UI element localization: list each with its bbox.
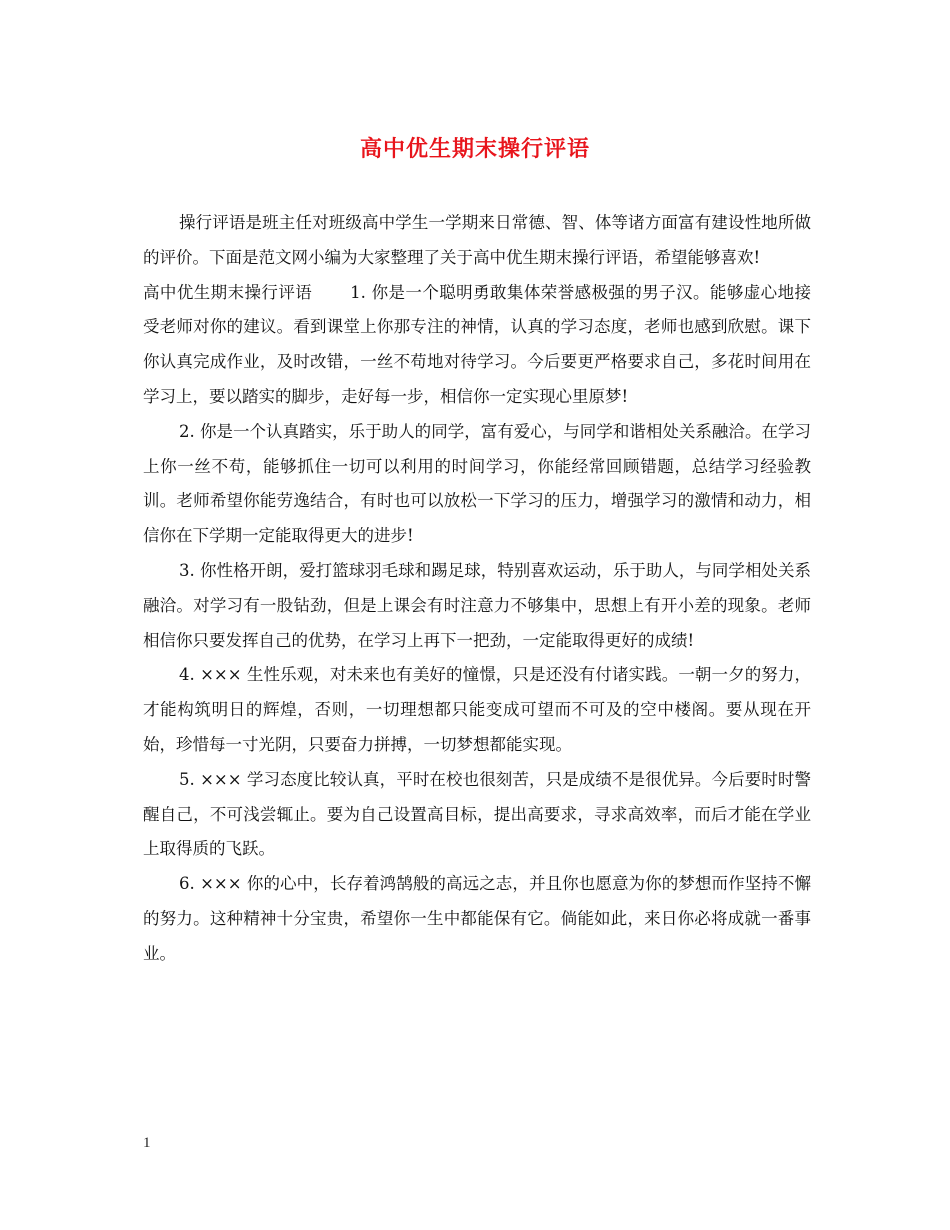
comment-item-1: 1. 你是一个聪明勇敢集体荣誉感极强的男子汉。能够虚心地接受老师对你的建议。看到课堂上你那专注的神情，认真的学习态度，老师也感到欣慰。课下你认真完成作业，及时改错，一丝不苟地对待学习。今后要更严格要求自己，多花时间用在学习上，要以踏实的脚步，走好每一步，相信你一定实现心里原梦!	[143, 282, 811, 406]
comment-item-2: 2. 你是一个认真踏实，乐于助人的同学，富有爱心，与同学和谐相处关系融洽。在学习上你一丝不苟，能够抓住一切可以利用的时间学习，你能经常回顾错题，总结学习经验教训。老师希望你能劳逸结合，有时也可以放松一下学习的压力，增强学习的激情和动力，相信你在下学期一定能取得更大的进步!	[143, 421, 811, 546]
comment-item-5: 5. ××× 学习态度比较认真，平时在校也很刻苦，只是成绩不是很优异。今后要时时警醒自己，不可浅尝辄止。要为自己设置高目标，提出高要求，寻求高效率，而后才能在学业上取得质的飞跃。	[143, 769, 811, 859]
comment-item-3: 3. 你性格开朗，爱打篮球羽毛球和踢足球，特别喜欢运动，乐于助人，与同学相处关系融洽。对学习有一股钻劲，但是上课会有时注意力不够集中，思想上有开小差的现象。老师相信你只要发挥自己的优势，在学习上再下一把劲，一定能取得更好的成绩!	[143, 560, 811, 650]
intro-paragraph: 操行评语是班主任对班级高中学生一学期来日常德、智、体等诸方面富有建设性地所做的评价。下面是范文网小编为大家整理了关于高中优生期末操行评语，希望能够喜欢!	[143, 213, 811, 267]
document-body	[143, 206, 811, 972]
document-title: 高中优生期末操行评语	[359, 136, 590, 162]
page-number: 1	[143, 1135, 151, 1151]
section-heading: 高中优生期末操行评语	[143, 282, 313, 302]
comment-item-4: 4. ××× 生性乐观，对未来也有美好的憧憬，只是还没有付诸实践。一朝一夕的努力，才能构筑明日的辉煌，否则，一切理想都只能变成可望而不可及的空中楼阁。要从现在开始，珍惜每一寸光阴，只要奋力拼搏，一切梦想都能实现。	[143, 665, 811, 754]
comment-item-6: 6. ××× 你的心中，长存着鸿鹄般的高远之志，并且你也愿意为你的梦想而作坚持不懈的努力。这种精神十分宝贵，希望你一生中都能保有它。倘能如此，来日你必将成就一番事业。	[143, 874, 811, 963]
first-item-paragraph	[143, 276, 811, 415]
